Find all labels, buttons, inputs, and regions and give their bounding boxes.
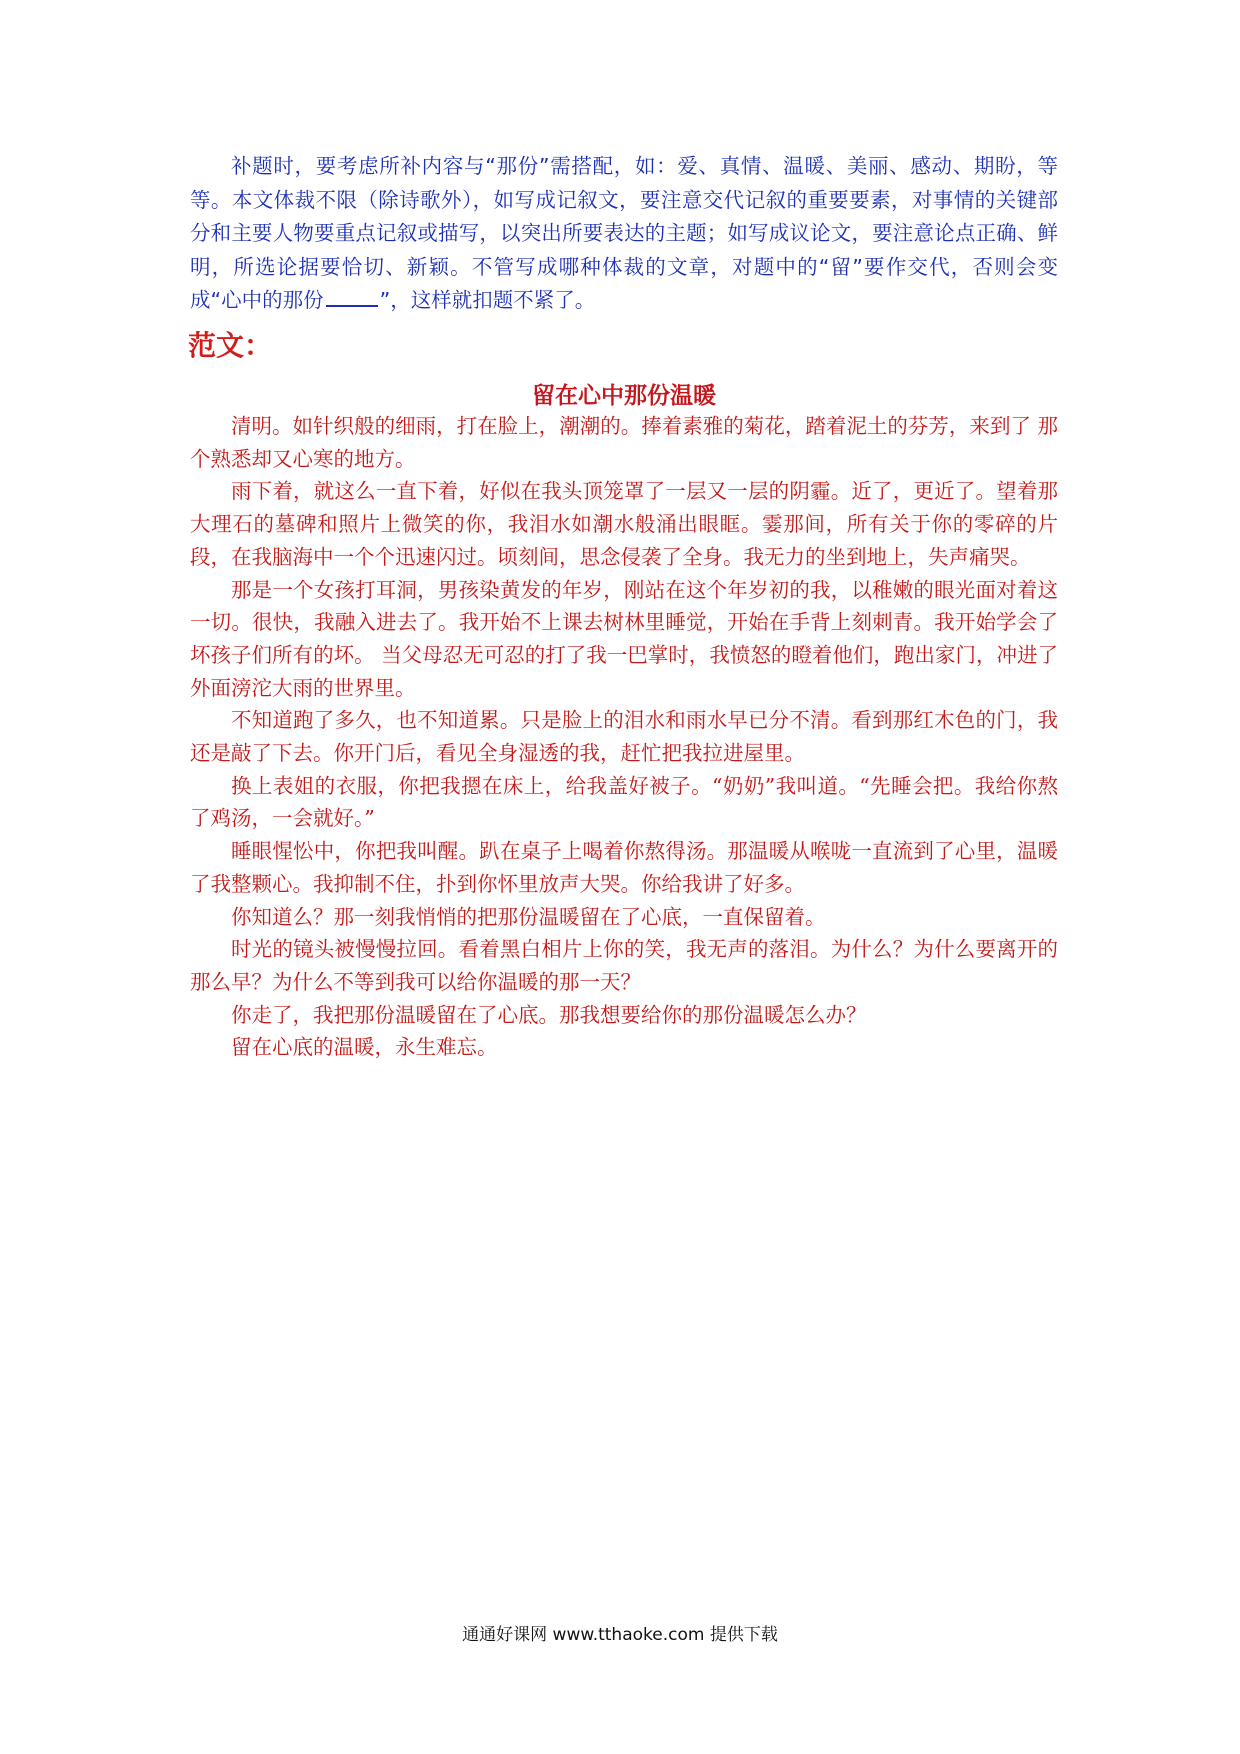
sample-essay-heading: 范文： [188,329,273,362]
essay-paragraph: 睡眼惺忪中，你把我叫醒。趴在桌子上喝着你熬得汤。那温暖从喉咙一直流到了心里，温暖了我整颗心。我抑制不住，扑到你怀里放声大哭。你给我讲了好多。 [190,839,1058,896]
essay-paragraph: 换上表姐的衣服，你把我摁在床上，给我盖好被子。“奶奶”我叫道。“先睡会把。我给你熬了鸡汤，一会就好。” [190,773,1058,831]
guidance-text-end: ”，这样就扣题不紧了。 [379,288,596,312]
writing-guidance [190,150,1058,318]
essay-paragraph: 不知道跑了多久，也不知道累。只是脸上的泪水和雨水早已分不清。看到那红木色的门，我还是敲了下去。你开门后，看见全身湿透的我，赶忙把我拉进屋里。 [190,708,1058,766]
essay-paragraph: 时光的镜头被慢慢拉回。看着黑白相片上你的笑，我无声的落泪。为什么？为什么要离开的那么早？为什么不等到我可以给你温暖的那一天？ [190,937,1058,994]
page-footer: 通通好课网 www.tthaoke.com 提供下载 [462,1625,778,1645]
fill-in-blank-line [326,287,378,307]
essay-paragraph: 你走了，我把那份温暖留在了心底。那我想要给你的那份温暖怎么办？ [231,1002,867,1027]
essay-paragraph: 清明。如针织般的细雨，打在脸上，潮潮的。捧着素雅的菊花，踏着泥土的芬芳，来到了 那个熟悉却又心寒的地方。 [190,414,1058,471]
essay-paragraph: 那是一个女孩打耳洞，男孩染黄发的年岁，刚站在这个年岁初的我，以稚嫩的眼光面对着这一切。很快，我融入进去了。我开始不上课去树林里睡觉，开始在手背上刻刺青。我开始学会了坏孩子们所有的坏。 当父母忍无可忍的打了我一巴掌时，我愤怒的瞪着他们，跑出家门，冲进了外面滂沱大雨的世界里。 [190,577,1058,700]
essay-paragraph: 你知道么？那一刻我悄悄的把那份温暖留在了心底，一直保留着。 [231,904,826,929]
guidance-text: 补题时，要考虑所补内容与“那份”需搭配，如：爱、真情、温暖、美丽、感动、期盼，等等。本文体裁不限（除诗歌外），如写成记叙文，要注意交代记叙的重要要素，对事情的关键部分和主要人物要重点记叙或描写，以突出所要表达的主题；如写成议论文，要注意论点正确、鲜明，所选论据要恰切、新颖。不管写成哪种体裁的文章，对题中的“留”要作交代，否则会变成“心中的那份 [190,154,1058,312]
essay-body [190,410,1058,1064]
essay-paragraph: 留在心底的温暖，永生难忘。 [231,1035,498,1060]
essay-title: 留在心中那份温暖 [532,383,716,409]
essay-paragraph: 雨下着，就这么一直下着，好似在我头顶笼罩了一层又一层的阴霾。近了，更近了。望着那大理石的墓碑和照片上微笑的你，我泪水如潮水般涌出眼眶。霎那间，所有关于你的零碎的片段，在我脑海中一个个迅速闪过。顷刻间，思念侵袭了全身。我无力的坐到地上，失声痛哭。 [190,479,1058,569]
